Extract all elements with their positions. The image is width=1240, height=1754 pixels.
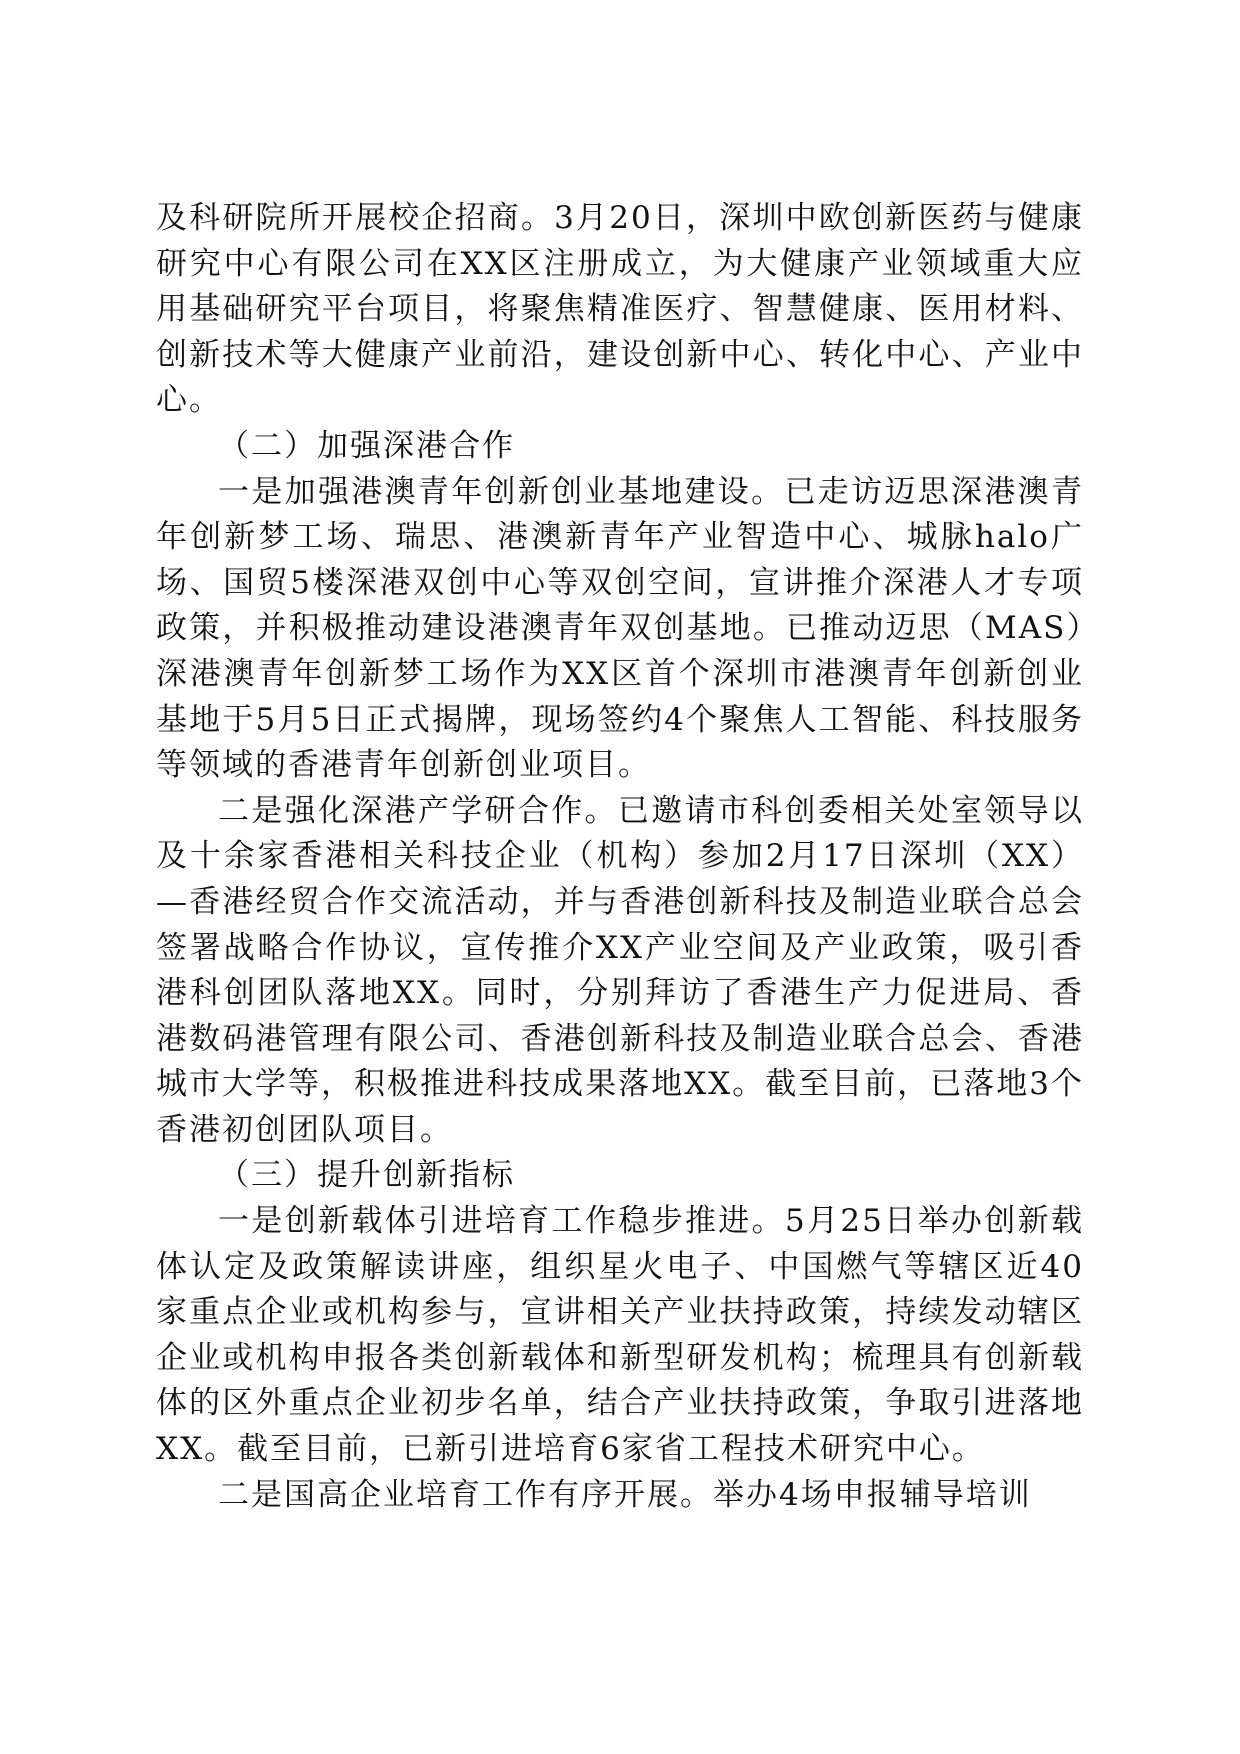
section-heading-3: （三）提升创新指标 xyxy=(218,1157,515,1194)
section-heading-2: （二）加强深港合作 xyxy=(218,427,515,464)
paragraph-high-tech-enterprises: 二是国高企业培育工作有序开展。举办4场申报辅导培训 xyxy=(218,1476,1032,1513)
paragraph-hk-research-cooperation: 二是强化深港产学研合作。已邀请市科创委相关处室领导以及十余家香港相关科技企业（机构）参加2月17日深圳（XX）—香港经贸合作交流活动，并与香港创新科技及制造业联合总会签署战略合作协议，宣传推介XX产业空间及产业政策，吸引香港科创团队落地XX。同时，分别拜访了香港生产力促进局、香港数码港管理有限公司、香港创新科技及制造业联合总会、香港城市大学等，积极推进科技成果落地XX。截至目前，已落地3个香港初创团队项目。 xyxy=(156,792,1084,1148)
paragraph-hk-youth-base: 一是加强港澳青年创新创业基地建设。已走访迈思深港澳青年创新梦工场、瑞思、港澳新青年产业智造中心、城脉halo广场、国贸5楼深港双创中心等双创空间，宣讲推介深港人才专项政策，并积极推动建设港澳青年双创基地。已推动迈思（MAS）深港澳青年创新梦工场作为XX区首个深圳市港澳青年创新创业基地于5月5日正式揭牌，现场签约4个聚焦人工智能、科技服务等领域的香港青年创新创业项目。 xyxy=(156,473,1084,784)
paragraph-innovation-carriers: 一是创新载体引进培育工作稳步推进。5月25日举办创新载体认定及政策解读讲座，组织星火电子、中国燃气等辖区近40家重点企业或机构参与，宣讲相关产业扶持政策，持续发动辖区企业或机构申报各类创新载体和新型研发机构；梳理具有创新载体的区外重点企业初步名单，结合产业扶持政策，争取引进落地XX。截至目前，已新引进培育6家省工程技术研究中心。 xyxy=(156,1203,1084,1468)
paragraph-continuation: 及科研院所开展校企招商。3月20日，深圳中欧创新医药与健康研究中心有限公司在XX区注册成立，为大健康产业领域重大应用基础研究平台项目，将聚焦精准医疗、智慧健康、医用材料、创新技术等大健康产业前沿，建设创新中心、转化中心、产业中心。 xyxy=(156,200,1084,419)
document-body xyxy=(156,196,1084,1518)
